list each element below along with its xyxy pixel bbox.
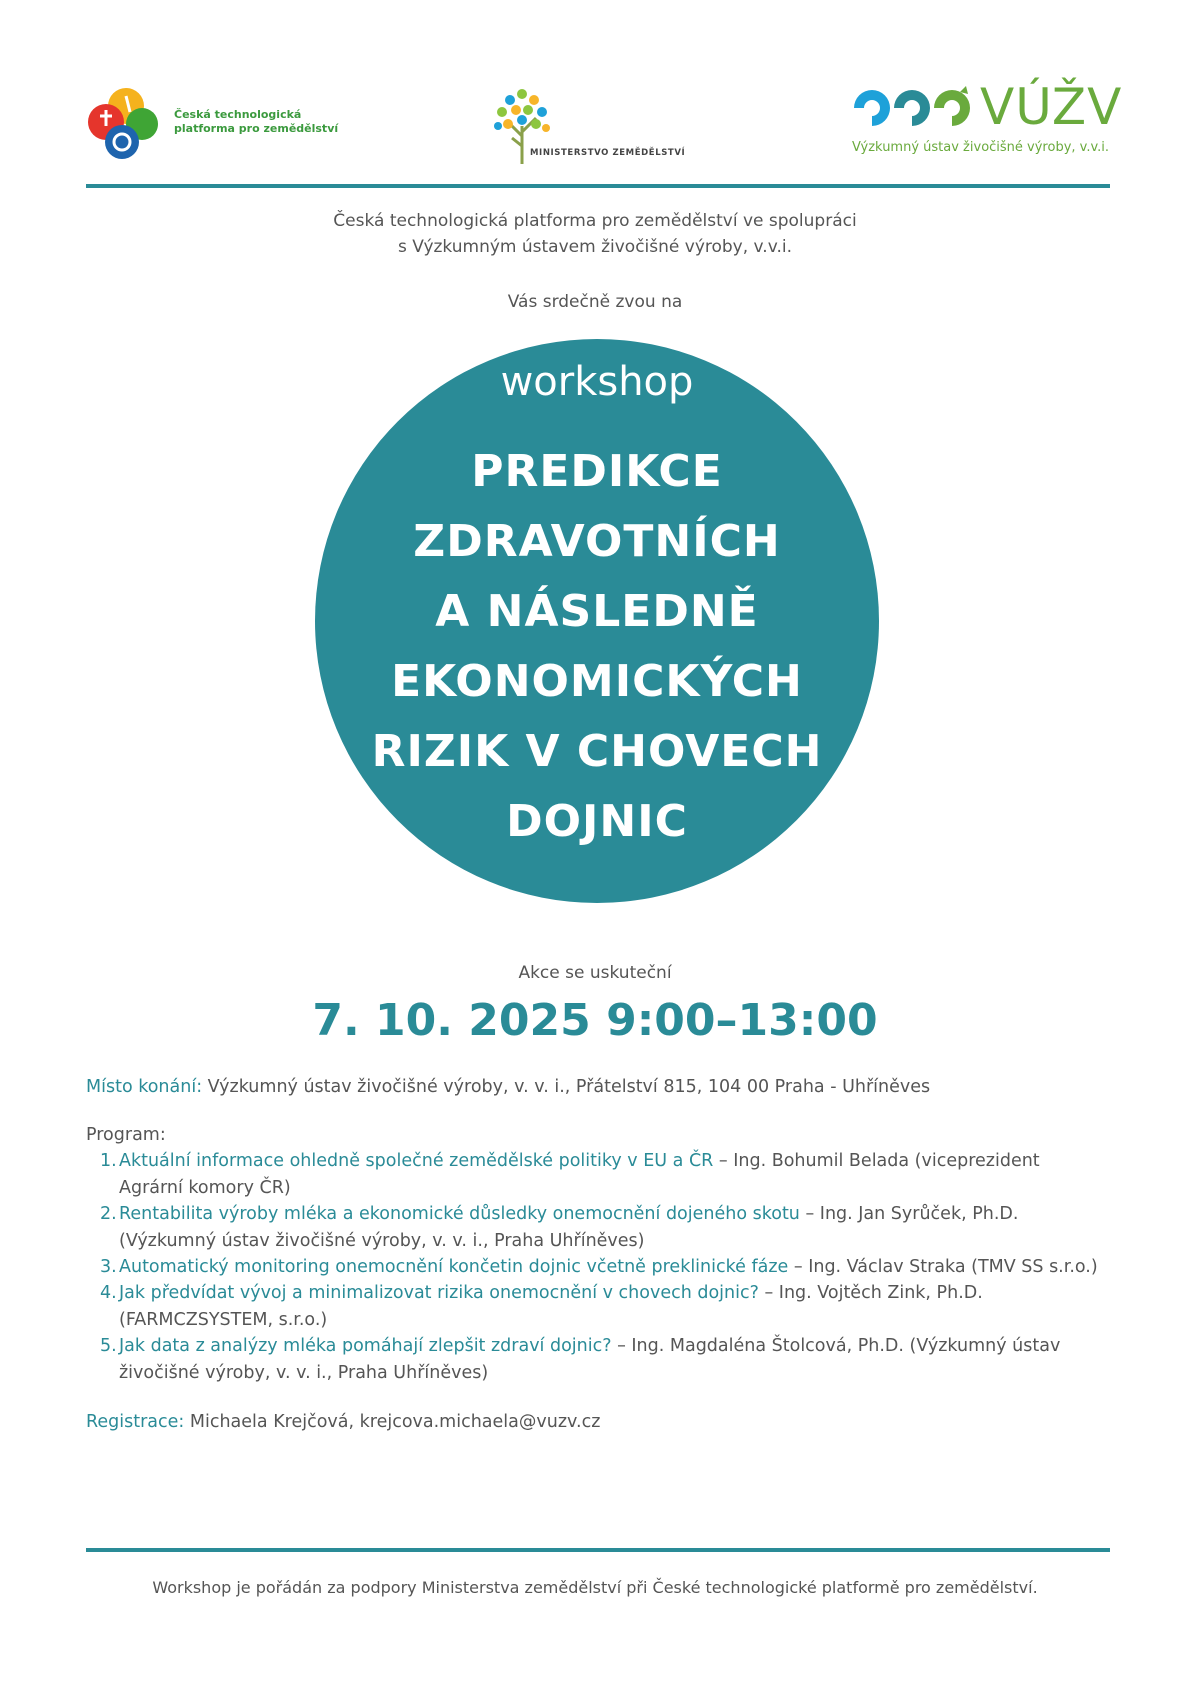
program-item [100, 1280, 1100, 1333]
registration [86, 1409, 1116, 1436]
program-item [100, 1201, 1100, 1254]
header-divider [86, 184, 1110, 188]
ctp-logo [86, 86, 339, 162]
program-item-topic: Aktuální informace ohledně společné zemědělské politiky v EU a ČR [119, 1151, 714, 1171]
mz-logo [490, 86, 690, 166]
title-line-2: ZDRAVOTNÍCH [413, 516, 781, 567]
ctp-logo-line-1: Česká technologická [174, 108, 302, 121]
program-item-number: 3. [100, 1257, 117, 1277]
title-line-4: EKONOMICKÝCH [391, 656, 803, 707]
registration-label: Registrace: [86, 1412, 185, 1432]
program-item-number: 2. [100, 1204, 117, 1224]
program-item-number: 1. [100, 1151, 117, 1171]
event-kind: workshop [500, 359, 694, 405]
title-circle [315, 339, 879, 903]
program-item-number: 4. [100, 1283, 117, 1303]
event-datetime: 7. 10. 2025 9:00–13:00 [312, 995, 878, 1046]
vuzv-logo-word: VÚŽV [980, 78, 1123, 136]
footer-divider [86, 1548, 1110, 1552]
title-line-5: RIZIK V CHOVECH [371, 726, 823, 777]
ctp-emblem-icon [86, 86, 162, 162]
program-item-continuation: Agrární komory ČR) [119, 1177, 291, 1198]
registration-contact[interactable]: Michaela Krejčová, krejcova.michaela@vuzv.cz [189, 1412, 601, 1432]
program-item-speaker: – Ing. Václav Straka (TMV SS s.r.o.) [788, 1257, 1098, 1277]
program-item-number: 5. [100, 1336, 117, 1356]
intro-text [0, 208, 1190, 260]
program-label: Program: [86, 1125, 166, 1145]
title-line-6: DOJNIC [506, 796, 688, 847]
program-item [100, 1148, 1100, 1201]
program-item-speaker: – Ing. Magdaléna Štolcová, Ph.D. (Výzkumný ústav [611, 1336, 1061, 1356]
program-item-topic: Rentabilita výroby mléka a ekonomické důsledky onemocnění dojeného skotu [119, 1204, 800, 1224]
program-item-speaker: – Ing. Vojtěch Zink, Ph.D. [758, 1283, 983, 1303]
title-line-3: A NÁSLEDNĚ [435, 586, 759, 637]
venue-value: Výzkumný ústav živočišné výroby, v. v. i., Přátelství 815, 104 00 Praha - Uhříněves [207, 1077, 931, 1097]
venue-label: Místo konání: [86, 1077, 203, 1097]
intro-line-1: Česká technologická platforma pro zemědělství ve spolupráci [333, 211, 857, 231]
program-item [100, 1254, 1100, 1281]
program-item-speaker: – Ing. Bohumil Belada (viceprezident [713, 1151, 1040, 1171]
vuzv-logo-subtitle: Výzkumný ústav živočišné výroby, v.v.i. [852, 140, 1110, 155]
venue [86, 1074, 1116, 1101]
program-item-topic: Jak předvídat vývoj a minimalizovat rizika onemocnění v chovech dojnic? [119, 1283, 759, 1303]
title-line-1: PREDIKCE [471, 446, 723, 497]
intro-line-2: s Výzkumným ústavem živočišné výroby, v.v.i. [398, 237, 792, 257]
invite-text: Vás srdečně zvou na [507, 292, 683, 312]
vuzv-logo [850, 78, 1123, 160]
program-item-continuation: živočišné výroby, v. v. i., Praha Uhříněves) [119, 1362, 489, 1383]
program-item-topic: Jak data z analýzy mléka pomáhají zlepšit zdraví dojnic? [119, 1336, 612, 1356]
program-item-speaker: – Ing. Jan Syrůček, Ph.D. [799, 1204, 1019, 1224]
program-item-topic: Automatický monitoring onemocnění končetin dojnic včetně preklinické fáze [119, 1257, 789, 1277]
animal-silhouettes-icon [850, 86, 978, 134]
program-item-continuation: (Výzkumný ústav živočišné výroby, v. v. i., Praha Uhříněves) [119, 1230, 645, 1251]
footer-note: Workshop je pořádán za podpory Ministerstva zemědělství při České technologické platformě pro zemědělství. [152, 1578, 1038, 1597]
program-item [100, 1333, 1100, 1386]
mz-logo-text: MINISTERSTVO ZEMĚDĚLSTVÍ [530, 148, 686, 158]
takes-place-label: Akce se uskuteční [518, 963, 672, 983]
ctp-logo-line-2: platforma pro zemědělství [174, 122, 339, 135]
program-item-continuation: (FARMCZSYSTEM, s.r.o.) [119, 1309, 328, 1330]
